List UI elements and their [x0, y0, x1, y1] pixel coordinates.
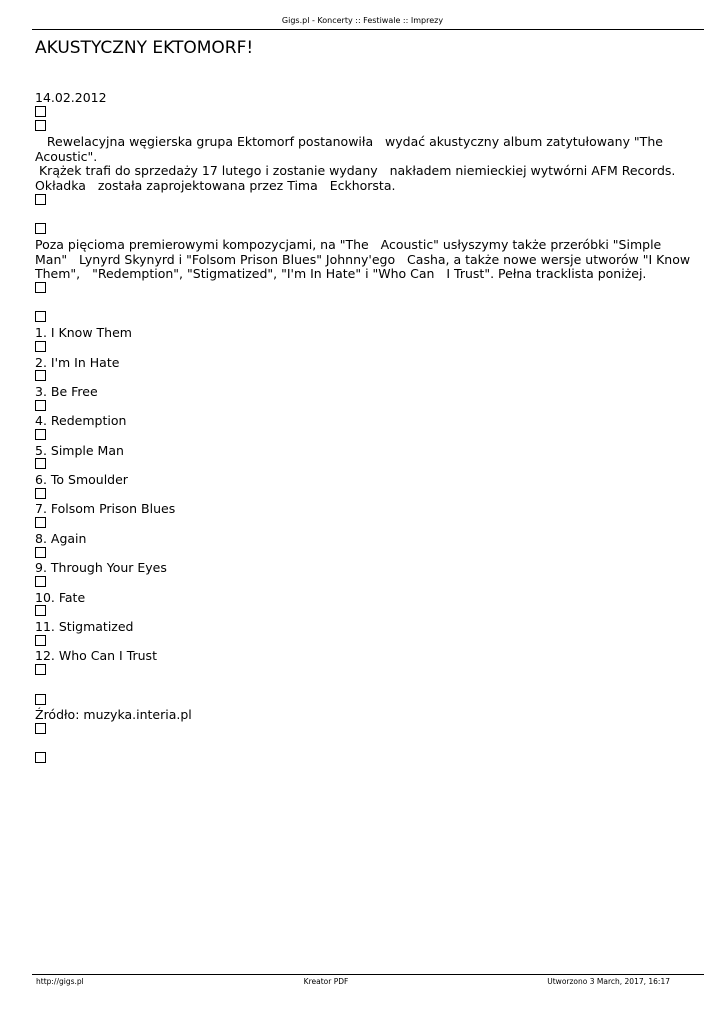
missing-glyph-icon [35, 120, 695, 135]
paragraph-release: Krążek trafi do sprzedaży 17 lutego i zostanie wydany nakładem niemieckiej wytwórni AFM Records. Okładka została zaprojektowana przez Tima Eckhorsta. [35, 163, 680, 194]
missing-glyph-icon [35, 282, 695, 297]
track-item: 10. Fate [35, 589, 86, 605]
track-item: 12. Who Can I Trust [35, 648, 157, 664]
track-item: 11. Stigmatized [35, 619, 134, 635]
missing-glyph-icon [35, 517, 695, 532]
track-item: 5. Simple Man [35, 442, 124, 458]
footer-url[interactable]: http://gigs.pl [36, 977, 84, 986]
footer-generator: Kreator PDF [303, 977, 349, 986]
track-item: 9. Through Your Eyes [35, 560, 167, 576]
track-item: 4. Redemption [35, 413, 127, 429]
track-item: 2. I'm In Hate [35, 354, 120, 370]
missing-glyph-icon [35, 223, 695, 238]
missing-glyph-icon [35, 341, 695, 356]
missing-glyph-icon [35, 370, 695, 385]
footer-created-date: Utworzono 3 March, 2017, 16:17 [547, 977, 670, 986]
missing-glyph-icon [35, 488, 695, 503]
missing-glyph-icon [35, 106, 695, 121]
missing-glyph-icon [35, 311, 695, 326]
missing-glyph-icon [35, 605, 695, 620]
missing-glyph-icon [35, 400, 695, 415]
track-item: 7. Folsom Prison Blues [35, 501, 176, 517]
missing-glyph-icon [35, 723, 695, 738]
header-divider [32, 29, 704, 30]
missing-glyph-icon [35, 429, 695, 444]
article-body [35, 91, 695, 767]
missing-glyph-icon [35, 694, 695, 709]
article-date: 14.02.2012 [35, 90, 107, 105]
paragraph-tracks-intro: Poza pięcioma premierowymi kompozycjami, na "The Acoustic" usłyszymy także przeróbki "Simple Man" Lynyrd Skynyrd i "Folsom Prison Blues" Johnny'ego Casha, a także nowe wersje utworów "I Know Them", "Redemption", "Stigmatized", "I'm In Hate" i "Who Can I Trust". Pełna tracklista poniżej. [35, 236, 695, 282]
track-item: 3. Be Free [35, 383, 98, 399]
footer-divider [32, 974, 704, 975]
source-credit: Źródło: muzyka.interia.pl [35, 707, 192, 723]
track-item: 1. I Know Them [35, 325, 132, 341]
missing-glyph-icon [35, 664, 695, 679]
missing-glyph-icon [35, 194, 695, 209]
article-title: AKUSTYCZNY EKTOMORF! [35, 38, 254, 58]
site-header-title: Gigs.pl - Koncerty :: Festiwale :: Imprezy [281, 16, 444, 25]
track-item: 6. To Smoulder [35, 472, 128, 488]
paragraph-intro: Rewelacyjna węgierska grupa Ektomorf postanowiła wydać akustyczny album zatytułowany "The Acoustic". [35, 134, 667, 164]
track-list [35, 326, 695, 664]
missing-glyph-icon [35, 752, 695, 767]
track-item: 8. Again [35, 530, 87, 546]
missing-glyph-icon [35, 576, 695, 591]
missing-glyph-icon [35, 458, 695, 473]
missing-glyph-icon [35, 635, 695, 650]
missing-glyph-icon [35, 547, 695, 562]
